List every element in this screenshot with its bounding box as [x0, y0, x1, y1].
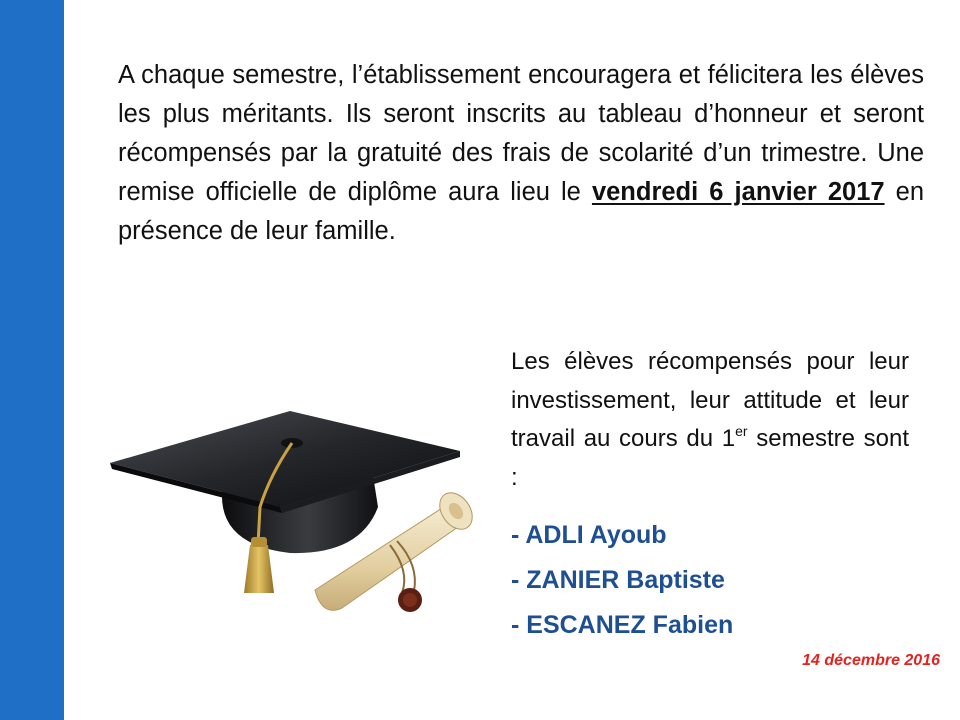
- left-accent-bar: [0, 0, 64, 720]
- announcement-text-before: A chaque semestre, l’établissement encouragera et félicitera les élèves les plus méritants. Ils seront inscrits au tableau d’honneur et seront récompensés par la gratuité des frais de scolarité d’un trimestre. Une remise officielle de diplôme aura lieu le: [118, 61, 924, 206]
- ordinal-suffix: er: [735, 423, 748, 439]
- announcement-text-after: en présence de leur famille.: [118, 178, 924, 245]
- wax-seal-icon: [398, 588, 422, 612]
- graduation-cap-icon: [110, 411, 460, 593]
- student-name: - ZANIER Baptiste: [511, 566, 725, 594]
- recipients-intro-text: Les élèves récompensés pour leur investissement, leur attitude et leur travail au cours du 1: [511, 348, 909, 452]
- recipients-intro-end: semestre sont :: [511, 425, 909, 491]
- announcement-paragraph: [118, 56, 924, 251]
- recipients-intro: [511, 343, 909, 497]
- student-list: [511, 513, 733, 648]
- publication-date: 14 décembre 2016: [802, 652, 940, 669]
- student-name: - ADLI Ayoub: [511, 521, 667, 549]
- student-name: - ESCANEZ Fabien: [511, 611, 734, 639]
- ceremony-date: vendredi 6 janvier 2017: [591, 178, 885, 206]
- graduation-illustration: [110, 395, 480, 645]
